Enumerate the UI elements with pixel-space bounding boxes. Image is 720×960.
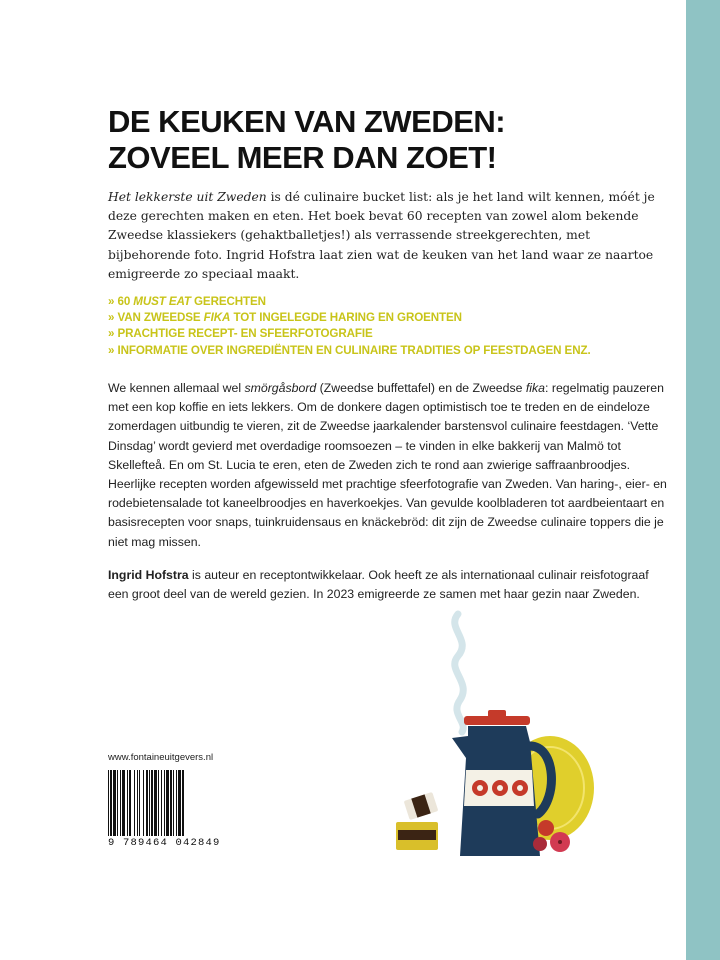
title-line-2: ZOVEEL MEER DAN ZOET! [108, 140, 497, 175]
isbn-number: 9 789464 042849 [108, 837, 221, 849]
book-title: Het lekkerste uit Zweden [108, 190, 267, 204]
highlight-item: » PRACHTIGE RECEPT- EN SFEERFOTOGRAFIE [108, 327, 373, 341]
steam-icon [455, 614, 464, 732]
page-title [108, 104, 668, 176]
intro-text: is dé culinaire bucket list: als je het land wilt kennen, móét je deze gerechten maken en eten. Het boek bevat 60 recepten van zowel alom bekende Zweedse klassiekers (gehaktballetjes!) als verrassende streekgerechten, met bijbehorende foto. Ingrid Hofstra laat zien wat de keuken van het land waar ze naartoe emigreerde zo speciaal maakt. [108, 190, 655, 281]
cookies-icon [396, 792, 438, 850]
flower-pattern [472, 780, 528, 796]
highlight-item: » VAN ZWEEDSE FIKA TOT INGELEGDE HARING EN GROENTEN [108, 311, 462, 325]
highlight-item: » INFORMATIE OVER INGREDIËNTEN EN CULINAIRE TRADITIES OP FEESTDAGEN ENZ. [108, 343, 591, 357]
description-paragraph: We kennen allemaal wel smörgåsbord (Zweedse buffettafel) en de Zweedse fika: regelmatig pauzeren met een kop koffie en iets lekkers. Om de donkere dagen optimistisch toe te treden en de eindeloze zomerdagen uitbundig te vieren, zit de Zweedse jaarkalender barstensvol culinaire feestdagen. ‘Vette Dinsdag’ wordt gevierd met overdadige roomsoezen – te vinden in elke bakkerij van Malmö tot Skellefteå. En om St. Lucia te eren, eten de Zweden zich te rond aan zwierige saffraanbroodjes. Heerlijke recepten worden afgewisseld met prachtige sfeerfotografie van Zweden. Van haring-, eier- en rodebietensalade tot kaneelbroodjes en haverkoekjes. Van gevulde koolbladeren tot aardbeientaart en basisrecepten voor snaps, tuinkruidensaus en knäckebröd: dit zijn de Zweedse culinaire toppers die je niet mag missen. [108, 381, 667, 549]
author-name: Ingrid Hofstra [108, 568, 189, 582]
title-line-1: DE KEUKEN VAN ZWEDEN: [108, 104, 506, 139]
highlights-list [108, 294, 678, 359]
intro-paragraph [108, 188, 663, 284]
spine-edge [686, 0, 720, 960]
author-bio: is auteur en receptontwikkelaar. Ook heeft ze als internationaal culinair reisfotograaf een groot deel van de wereld gezien. In 2023 emigreerde ze samen met haar gezin naar Zweden. [108, 568, 649, 602]
coffee-pot-illustration [380, 610, 610, 860]
author-paragraph [108, 566, 668, 604]
publisher-website[interactable]: www.fontaineuitgevers.nl [108, 752, 214, 763]
barcode-icon [108, 770, 232, 836]
highlight-item: » 60 MUST EAT GERECHTEN [108, 295, 266, 308]
